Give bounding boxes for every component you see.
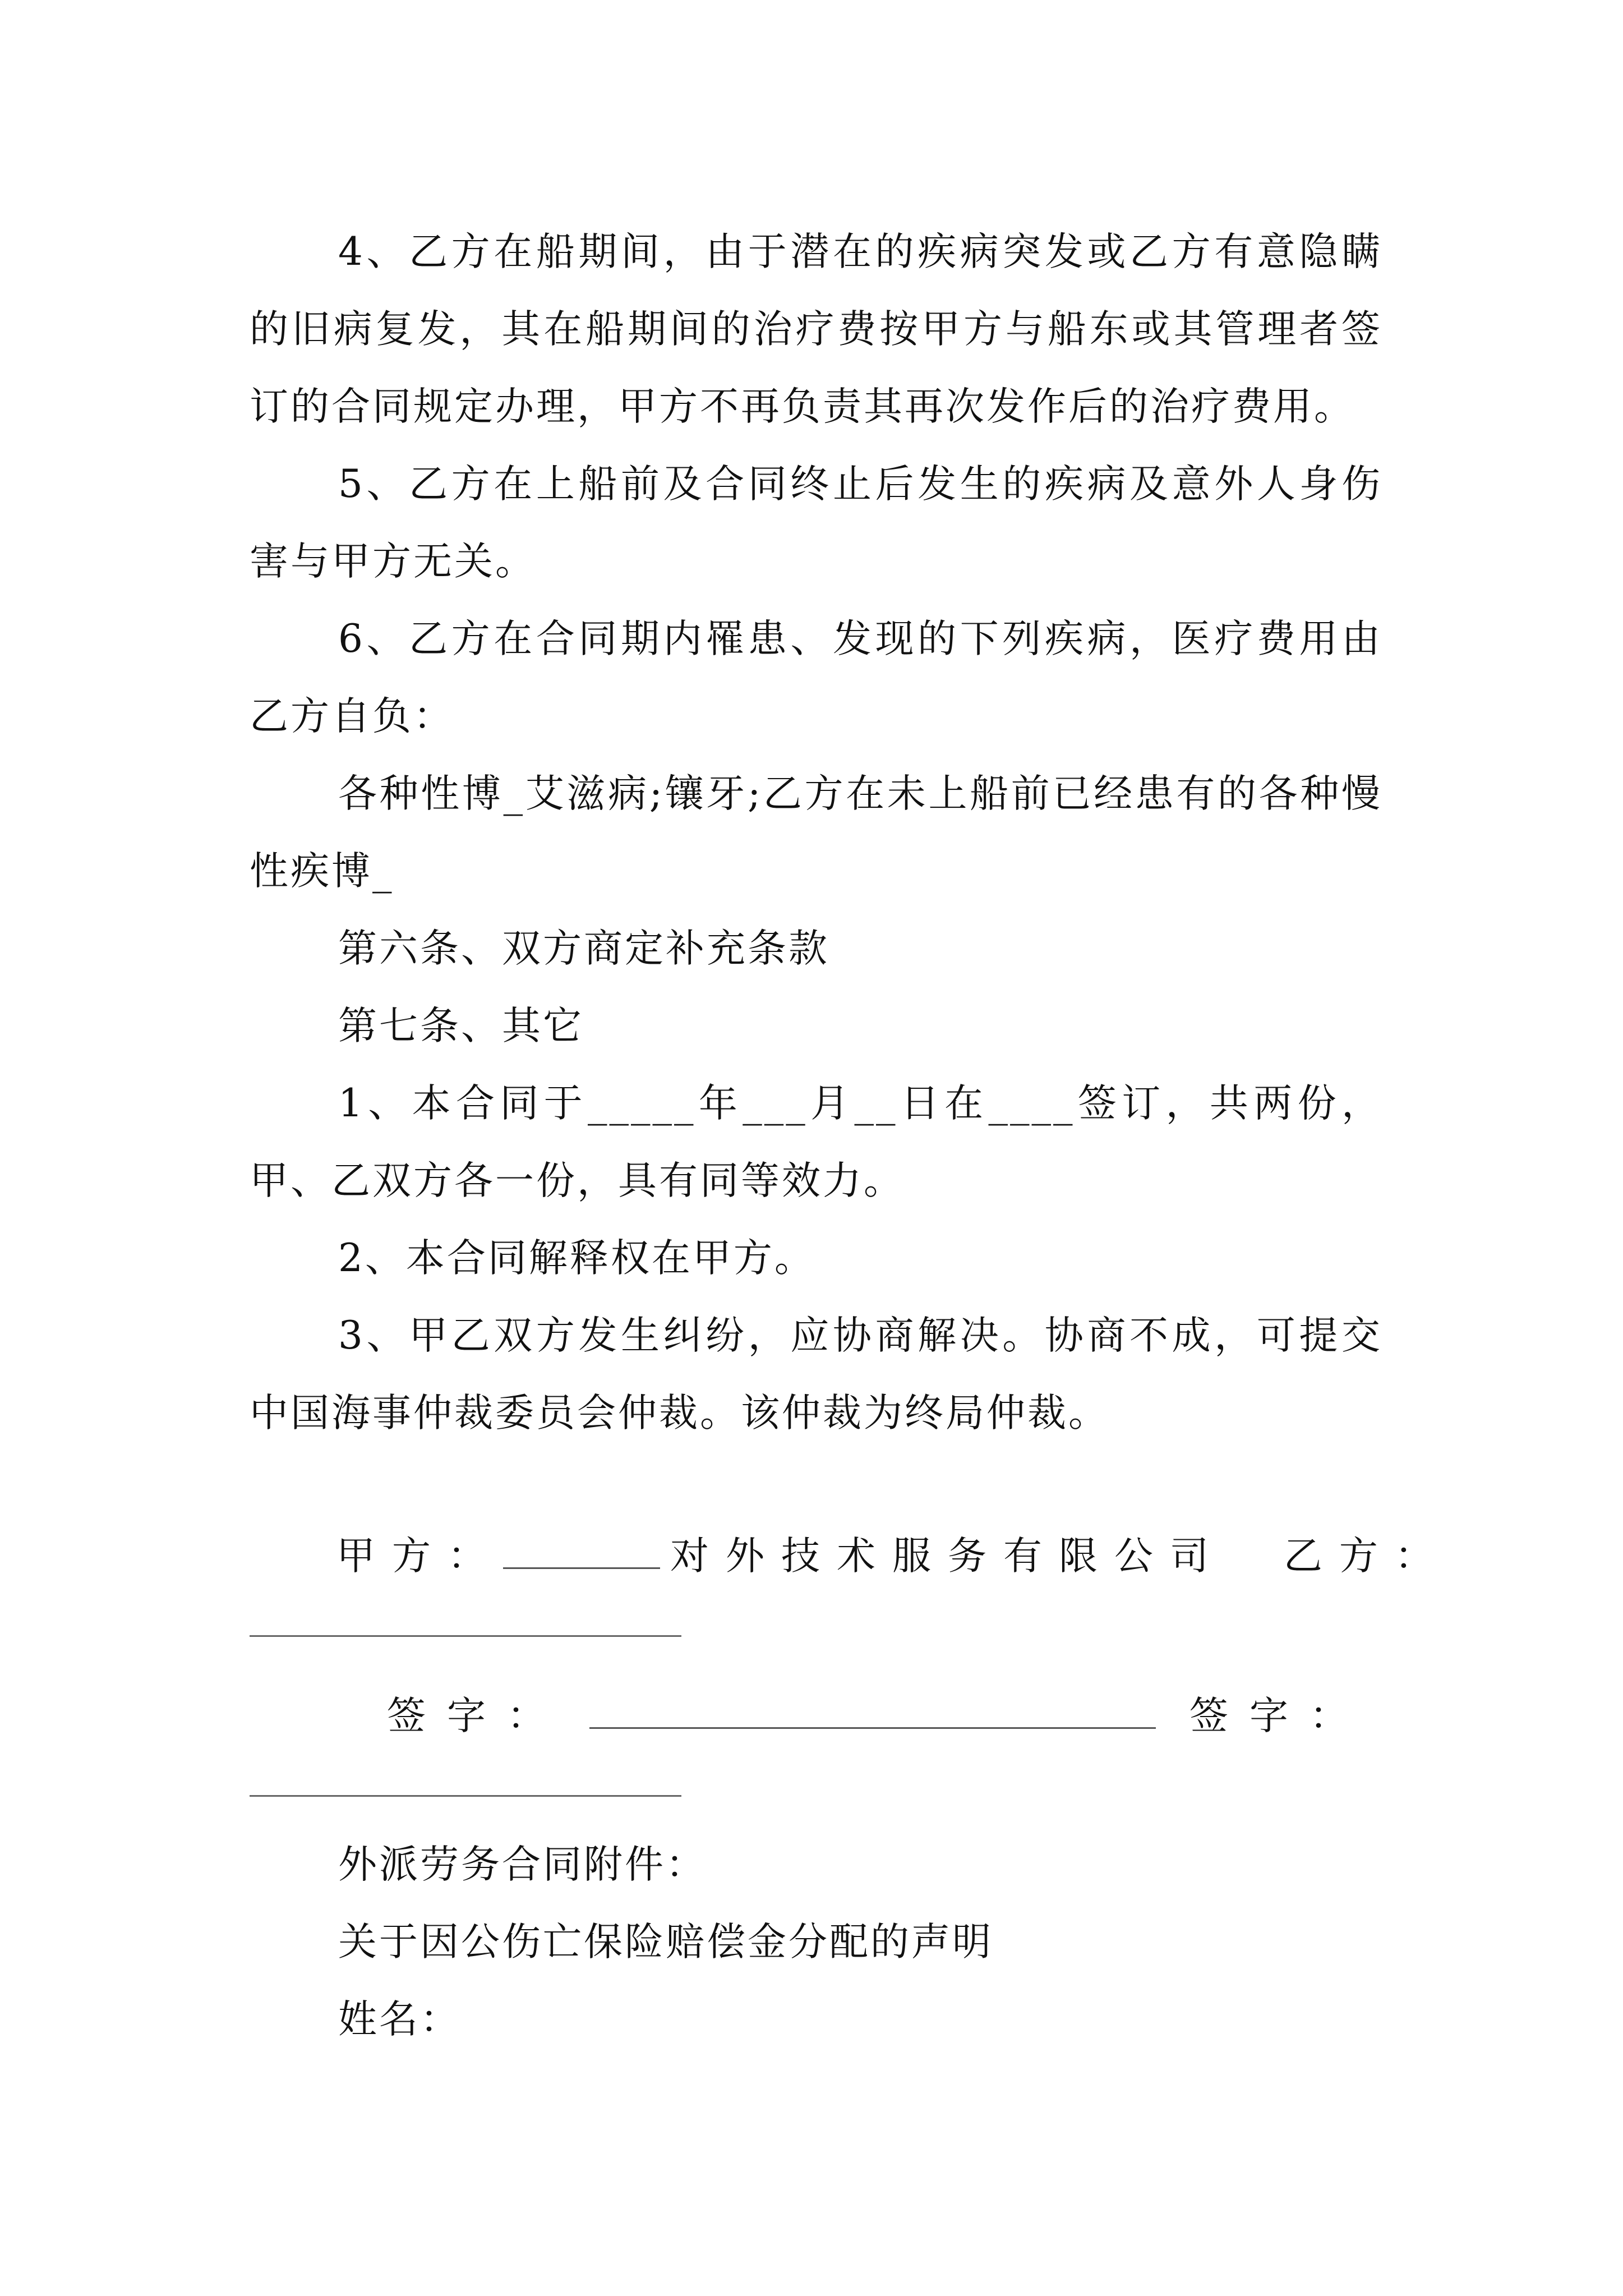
party-a-blank bbox=[503, 1534, 660, 1569]
clause-6: 6、乙方在合同期内罹患、发现的下列疾病，医疗费用由乙方自负： bbox=[250, 616, 1382, 739]
clause-4: 4、乙方在船期间，由于潜在的疾病突发或乙方有意隐瞒的旧病复发，其在船期间的治疗费按甲方与船东或其管理者签订的合同规定办理，甲方不再负责其再次发作后的治疗费用。 bbox=[250, 229, 1382, 429]
name-label: 姓名： bbox=[338, 1997, 461, 2042]
article-7-heading: 第七条、其它 bbox=[338, 1004, 584, 1048]
article-7-clause-2: 2、本合同解释权在甲方。 bbox=[338, 1236, 815, 1281]
sign-b-blank-line bbox=[250, 1795, 681, 1797]
clause-5: 5、乙方在上船前及合同终止后发生的疾病及意外人身伤害与甲方无关。 bbox=[250, 462, 1382, 584]
annex-section bbox=[338, 1826, 993, 2058]
party-b-label: 乙方： bbox=[1283, 1534, 1450, 1579]
annex-title: 外派劳务合同附件： bbox=[338, 1842, 707, 1887]
party-a-label: 甲方： bbox=[336, 1534, 503, 1579]
sign-line bbox=[387, 1677, 1396, 1755]
annex-subtitle: 关于因公伤亡保险赔偿金分配的声明 bbox=[338, 1920, 993, 1964]
article-7-clause-3: 3、甲乙双方发生纠纷，应协商解决。协商不成，可提交中国海事仲裁委员会仲裁。该仲裁为终局仲裁。 bbox=[250, 1313, 1382, 1435]
sign-b-label: 签字： bbox=[1189, 1694, 1370, 1738]
sign-a-blank bbox=[589, 1694, 1156, 1729]
contract-body bbox=[250, 213, 1382, 1452]
party-signature-line bbox=[336, 1517, 1450, 1595]
sign-a-label: 签字： bbox=[387, 1694, 567, 1738]
article-6-heading: 第六条、双方商定补充条款 bbox=[338, 926, 829, 971]
article-7-clause-1: 1、本合同于_____年___月__日在____签订，共两份，甲、乙双方各一份，具有同等效力。 bbox=[250, 1081, 1382, 1203]
clause-6-diseases: 各种性博_艾滋病;镶牙;乙方在未上船前已经患有的各种慢性疾博_ bbox=[250, 771, 1382, 894]
party-b-blank-line bbox=[250, 1635, 681, 1637]
party-a-name: 对外技术服务有限公司 bbox=[670, 1534, 1225, 1579]
